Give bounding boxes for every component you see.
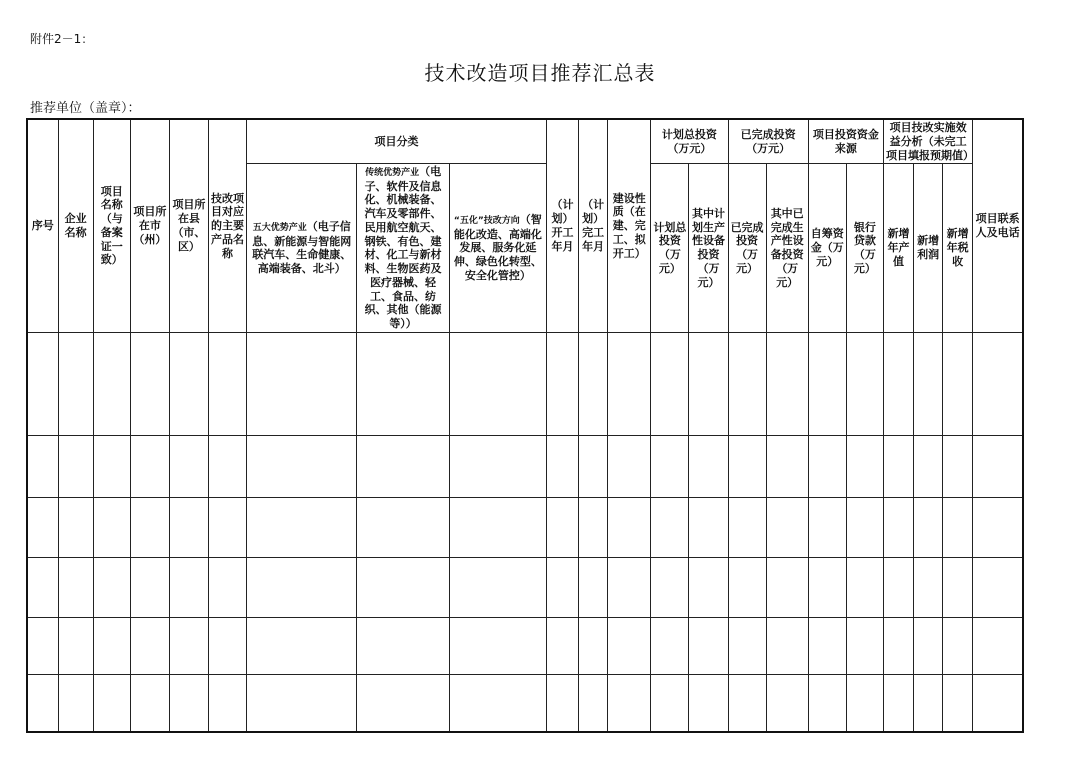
table-cell[interactable] — [247, 497, 357, 557]
header-funding: 项目投资资金来源 — [808, 119, 883, 164]
table-cell[interactable] — [547, 497, 579, 557]
table-cell[interactable] — [766, 332, 808, 435]
table-cell[interactable] — [209, 617, 247, 674]
table-cell[interactable] — [728, 435, 766, 497]
table-cell[interactable] — [93, 497, 130, 557]
table-cell[interactable] — [130, 617, 169, 674]
table-cell[interactable] — [93, 332, 130, 435]
header-city: 项目所在市（州） — [130, 119, 169, 332]
table-cell[interactable] — [914, 497, 943, 557]
table-cell[interactable] — [58, 674, 93, 732]
table-cell[interactable] — [608, 497, 651, 557]
table-cell[interactable] — [973, 674, 1023, 732]
table-cell[interactable] — [914, 557, 943, 617]
table-cell[interactable] — [130, 332, 169, 435]
table-cell[interactable] — [247, 617, 357, 674]
table-cell[interactable] — [547, 332, 579, 435]
table-cell[interactable] — [27, 674, 58, 732]
table-cell[interactable] — [579, 617, 608, 674]
table-cell[interactable] — [169, 617, 208, 674]
cat-five-detail: （电子信息、新能源与智能网联汽车、生命健康、高端装备、北斗） — [252, 220, 352, 275]
table-cell[interactable] — [766, 617, 808, 674]
table-cell[interactable] — [579, 497, 608, 557]
summary-table — [26, 118, 1024, 733]
table-cell[interactable] — [209, 332, 247, 435]
header-county: 项目所在县（市、区） — [169, 119, 208, 332]
table-cell[interactable] — [130, 435, 169, 497]
table-cell[interactable] — [914, 435, 943, 497]
table-cell[interactable] — [608, 435, 651, 497]
table-cell[interactable] — [651, 332, 689, 435]
header-start: （计划）开工年月 — [547, 119, 579, 332]
table-cell[interactable] — [608, 617, 651, 674]
table-cell[interactable] — [689, 557, 728, 617]
table-cell[interactable] — [728, 617, 766, 674]
table-cell[interactable] — [58, 435, 93, 497]
table-cell[interactable] — [943, 332, 973, 435]
table-cell[interactable] — [247, 332, 357, 435]
table-cell[interactable] — [608, 557, 651, 617]
table-cell[interactable] — [883, 674, 913, 732]
table-cell[interactable] — [766, 435, 808, 497]
table-cell[interactable] — [579, 435, 608, 497]
table-cell[interactable] — [209, 435, 247, 497]
header-contact: 项目联系人及电话 — [973, 119, 1023, 332]
cat-trad-label: 传统优势产业 — [365, 168, 420, 179]
header-planned-equipment: 其中计划生产性设备投资（万元） — [689, 164, 728, 333]
table-cell[interactable] — [547, 557, 579, 617]
table-cell[interactable] — [58, 557, 93, 617]
table-cell[interactable] — [973, 617, 1023, 674]
header-new-profit: 新增利润 — [914, 164, 943, 333]
annex-label: 附件2－1： — [30, 32, 94, 46]
table-cell[interactable] — [914, 674, 943, 732]
header-finish: （计划）完工年月 — [579, 119, 608, 332]
header-nature: 建设性质（在建、完工、拟开工） — [608, 119, 651, 332]
table-cell[interactable] — [357, 617, 449, 674]
header-planned-total: 计划总投资（万元） — [651, 164, 689, 333]
table-cell[interactable] — [169, 557, 208, 617]
table-cell[interactable] — [547, 617, 579, 674]
header-cat-wuhua — [449, 164, 546, 333]
table-cell[interactable] — [247, 674, 357, 732]
table-cell[interactable] — [357, 435, 449, 497]
table-cell[interactable] — [58, 617, 93, 674]
table-cell[interactable] — [58, 497, 93, 557]
table-cell[interactable] — [130, 497, 169, 557]
table-cell[interactable] — [943, 435, 973, 497]
table-row — [27, 497, 1023, 557]
header-planned-invest: 计划总投资（万元） — [651, 119, 728, 164]
table-cell[interactable] — [973, 435, 1023, 497]
table-cell[interactable] — [651, 617, 689, 674]
table-cell[interactable] — [247, 435, 357, 497]
table-cell[interactable] — [130, 557, 169, 617]
table-cell[interactable] — [973, 497, 1023, 557]
table-cell[interactable] — [357, 674, 449, 732]
table-cell[interactable] — [27, 435, 58, 497]
table-cell[interactable] — [846, 435, 883, 497]
table-cell[interactable] — [766, 557, 808, 617]
table-cell[interactable] — [973, 557, 1023, 617]
table-cell[interactable] — [808, 332, 846, 435]
table-cell[interactable] — [943, 497, 973, 557]
table-cell[interactable] — [689, 332, 728, 435]
table-cell[interactable] — [808, 674, 846, 732]
header-category: 项目分类 — [247, 119, 547, 164]
table-cell[interactable] — [846, 497, 883, 557]
table-cell[interactable] — [883, 332, 913, 435]
table-cell[interactable] — [943, 674, 973, 732]
table-cell[interactable] — [449, 617, 546, 674]
table-cell[interactable] — [728, 497, 766, 557]
header-seq: 序号 — [27, 119, 58, 332]
table-cell[interactable] — [357, 497, 449, 557]
table-cell[interactable] — [766, 674, 808, 732]
table-cell[interactable] — [169, 497, 208, 557]
table-cell[interactable] — [808, 435, 846, 497]
table-cell[interactable] — [130, 674, 169, 732]
table-cell[interactable] — [883, 617, 913, 674]
table-cell[interactable] — [883, 557, 913, 617]
table-cell[interactable] — [651, 435, 689, 497]
header-cat-five — [247, 164, 357, 333]
table-cell[interactable] — [547, 435, 579, 497]
table-cell[interactable] — [169, 674, 208, 732]
table-cell[interactable] — [449, 332, 546, 435]
table-cell[interactable] — [357, 332, 449, 435]
table-row — [27, 332, 1023, 435]
cat-wuhua-detail: （智能化改造、高端化发展、服务化延伸、绿色化转型、安全化管控） — [453, 213, 542, 282]
table-cell[interactable] — [449, 674, 546, 732]
table-cell[interactable] — [93, 557, 130, 617]
table-cell[interactable] — [766, 497, 808, 557]
table-cell[interactable] — [247, 557, 357, 617]
table-cell[interactable] — [651, 674, 689, 732]
header-new-output: 新增年产值 — [883, 164, 913, 333]
cat-five-label: 五大优势产业 — [252, 223, 307, 234]
table-cell[interactable] — [808, 617, 846, 674]
table-cell[interactable] — [209, 557, 247, 617]
header-self-raised: 自筹资金（万元） — [808, 164, 846, 333]
table-cell[interactable] — [209, 674, 247, 732]
table-cell[interactable] — [883, 497, 913, 557]
table-cell[interactable] — [914, 617, 943, 674]
header-enterprise: 企业名称 — [58, 119, 93, 332]
table-row — [27, 617, 1023, 674]
table-cell[interactable] — [169, 435, 208, 497]
table-cell[interactable] — [27, 617, 58, 674]
table-cell[interactable] — [728, 332, 766, 435]
cat-wuhua-label: “五化”技改方向 — [453, 216, 520, 227]
table-cell[interactable] — [27, 497, 58, 557]
table-cell[interactable] — [943, 557, 973, 617]
table-cell[interactable] — [689, 497, 728, 557]
table-cell[interactable] — [579, 674, 608, 732]
table-row — [27, 435, 1023, 497]
table-cell[interactable] — [449, 497, 546, 557]
table-cell[interactable] — [973, 332, 1023, 435]
header-product: 技改项目对应的主要产品名称 — [209, 119, 247, 332]
header-new-tax: 新增年税收 — [943, 164, 973, 333]
table-cell[interactable] — [914, 332, 943, 435]
header-project-name: 项目名称（与备案证一致） — [93, 119, 130, 332]
table-cell[interactable] — [689, 674, 728, 732]
header-completed-invest: 已完成投资（万元） — [728, 119, 808, 164]
page-title: 技术改造项目推荐汇总表 — [424, 61, 656, 85]
header-cat-trad — [357, 164, 449, 333]
header-completed-equipment: 其中已完成生产性设备投资（万元） — [766, 164, 808, 333]
table-cell[interactable] — [27, 557, 58, 617]
table-cell[interactable] — [846, 332, 883, 435]
recommending-unit-label: 推荐单位（盖章）： — [30, 101, 141, 116]
table-cell[interactable] — [846, 557, 883, 617]
cat-trad-detail: （电子、软件及信息化、机械装备、汽车及零部件、民用航空航天、钢铁、有色、建材、化工与新材料、生物医药及医疗器械、轻工、食品、纺织、其他（能源等）） — [364, 165, 442, 330]
table-cell[interactable] — [808, 497, 846, 557]
table-cell[interactable] — [943, 617, 973, 674]
table-cell[interactable] — [579, 557, 608, 617]
header-bank-loan: 银行贷款（万元） — [846, 164, 883, 333]
table-cell[interactable] — [651, 557, 689, 617]
table-cell[interactable] — [651, 497, 689, 557]
table-cell[interactable] — [846, 674, 883, 732]
header-benefit: 项目技改实施效益分析（未完工项目填报预期值） — [883, 119, 972, 164]
table-cell[interactable] — [209, 497, 247, 557]
table-cell[interactable] — [93, 674, 130, 732]
table-cell[interactable] — [608, 674, 651, 732]
table-body — [27, 332, 1023, 732]
header-completed-total: 已完成投资（万元） — [728, 164, 766, 333]
table-cell[interactable] — [93, 617, 130, 674]
table-cell[interactable] — [728, 674, 766, 732]
table-cell[interactable] — [449, 435, 546, 497]
table-cell[interactable] — [846, 617, 883, 674]
table-cell[interactable] — [608, 332, 651, 435]
table-cell[interactable] — [883, 435, 913, 497]
table-cell[interactable] — [27, 332, 58, 435]
table-cell[interactable] — [169, 332, 208, 435]
table-row — [27, 674, 1023, 732]
table-cell[interactable] — [357, 557, 449, 617]
table-cell[interactable] — [689, 617, 728, 674]
table-row — [27, 557, 1023, 617]
table-cell[interactable] — [547, 674, 579, 732]
table-cell[interactable] — [808, 557, 846, 617]
table-cell[interactable] — [579, 332, 608, 435]
table-cell[interactable] — [93, 435, 130, 497]
table-cell[interactable] — [728, 557, 766, 617]
table-cell[interactable] — [449, 557, 546, 617]
table-cell[interactable] — [58, 332, 93, 435]
table-cell[interactable] — [689, 435, 728, 497]
